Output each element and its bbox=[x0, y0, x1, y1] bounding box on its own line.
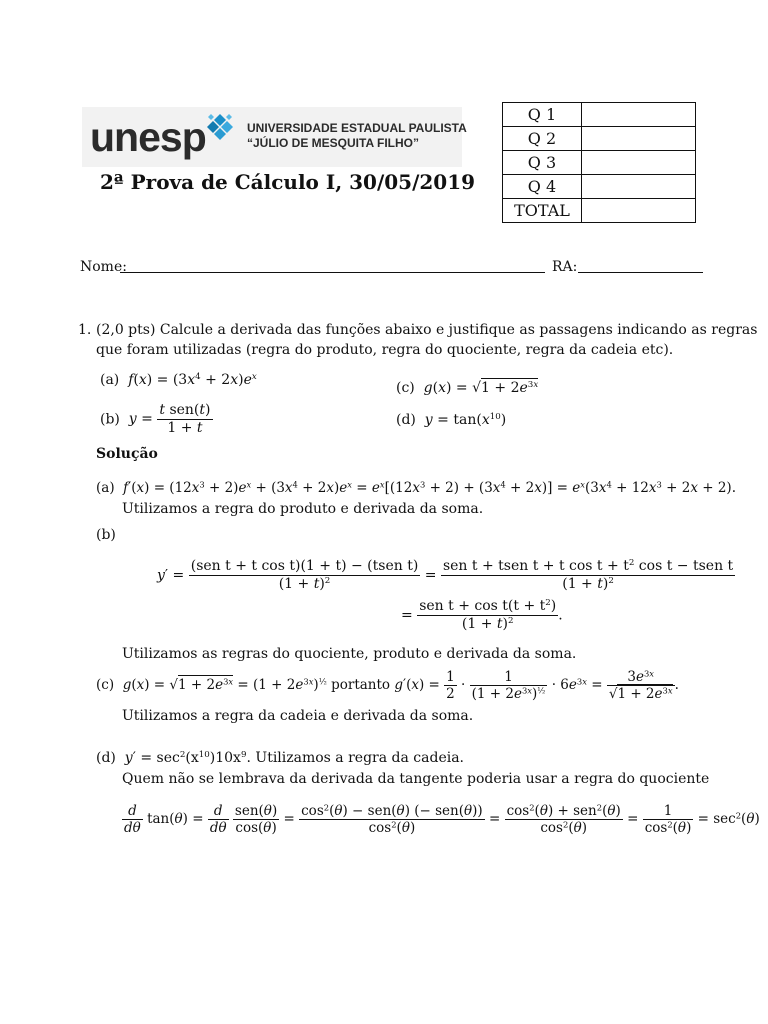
item-d-label: (d) bbox=[396, 412, 416, 428]
grade-table bbox=[502, 102, 696, 223]
grade-cell[interactable] bbox=[582, 103, 696, 127]
solution-a-formula: (a) $f'(x) = (12x^3 + 2)e^x + (3x^4 + 2x)e^x = e^x[(12x^3 + 2) + (3x^4 + 2x)] = e^x(3x^4 + 12x^3 + 2x + 2)$. bbox=[96, 479, 736, 496]
solution-b-line1: y′ = $\frac{\text{(sen t + t cos t)(1 + t) − (tsen t)}}{(1 + t)^2}$ = $\frac{sen t + tsen t + t \cos t + t^2 \cos t - tsen t}{(1 + t)^2}$ bbox=[157, 558, 734, 592]
item-b-formula: y = $\frac{\text{t sen(t)}}{1 + t}$ bbox=[128, 402, 211, 436]
ra-label: RA: bbox=[552, 259, 578, 275]
name-field[interactable] bbox=[120, 272, 545, 273]
solution-d-derivation: $\frac{d}{d\theta}$ tan(θ) = $\frac{d}{d\theta}$ $\frac{\text{sen(θ)}}{\cos(\theta)}$ = $\frac{\cos^2(\theta) - sen(\theta) (- sen(\theta))}{\cos^2(\theta)}$ = $\frac{\cos^2(\theta) + sen^2(\theta)}{\cos^2(\theta)}$ = $\frac{1}{\cos^2(\theta)}$ = $\sec^2(\theta)$ bbox=[124, 802, 760, 837]
solution-b-line2: = $\frac{sen t + \cos t(t + t^2)}{(1 + t)^2}$ . bbox=[401, 598, 563, 632]
solution-b-label: (b) bbox=[96, 527, 116, 543]
solution-d-comment: Utilizamos a regra da cadeia. bbox=[255, 750, 465, 766]
question-number: 1. bbox=[78, 322, 92, 338]
unesp-logo-word: unesp bbox=[90, 114, 206, 160]
grade-cell[interactable] bbox=[582, 151, 696, 175]
solution-c-formula: (c) $g(x) = √1 + 2e^{3x} = (1 + 2e^{3x})^{\frac{1}{2}}$ portanto g′(x) = $\frac{1}{2}$ · $\frac{1}{(1 + 2e^{3x})^{\frac{1}{2}}}$ · $6e^{3x}$ = $\frac{3e^{3x}}{√1 + 2e^{3x}}$ . bbox=[96, 668, 679, 703]
grade-row-label: TOTAL bbox=[503, 199, 582, 223]
item-c-formula: $g(x) = √1 + 2e^{3x}$ bbox=[423, 380, 539, 396]
question-statement-line1: (2,0 pts) Calcule a derivada das funções abaixo e justifique as passagens indicando as regras bbox=[96, 322, 758, 338]
grade-row bbox=[503, 103, 696, 127]
grade-row-label: Q 2 bbox=[503, 127, 582, 151]
university-subtitle: “JÚLIO DE MESQUITA FILHO” bbox=[247, 136, 420, 150]
solution-heading: Solução bbox=[96, 446, 158, 462]
item-a-formula: $f(x) = (3x^4 + 2x)e^x$ bbox=[128, 372, 257, 388]
solution-c-comment: Utilizamos a regra da cadeia e derivada da soma. bbox=[122, 708, 474, 724]
solution-b-comment: Utilizamos as regras do quociente, produto e derivada da soma. bbox=[122, 646, 577, 662]
grade-row-label: Q 3 bbox=[503, 151, 582, 175]
grade-row bbox=[503, 199, 696, 223]
item-a bbox=[100, 372, 257, 388]
solution-a-comment: Utilizamos a regra do produto e derivada da soma. bbox=[122, 501, 484, 517]
grade-row bbox=[503, 175, 696, 199]
grade-cell[interactable] bbox=[582, 199, 696, 223]
grade-row-label: Q 4 bbox=[503, 175, 582, 199]
question-statement-line2: que foram utilizadas (regra do produto, regra do quociente, regra da cadeia etc). bbox=[96, 342, 674, 358]
item-b-label: (b) bbox=[100, 411, 120, 428]
exam-title: 2ª Prova de Cálculo I, 30/05/2019 bbox=[100, 170, 476, 194]
solution-d-note: Quem não se lembrava da derivada da tangente poderia usar a regra do quociente bbox=[122, 771, 710, 787]
grade-row bbox=[503, 127, 696, 151]
unesp-logo-mark-icon bbox=[203, 112, 237, 146]
item-c bbox=[396, 380, 538, 396]
item-d bbox=[396, 412, 506, 428]
university-name: UNIVERSIDADE ESTADUAL PAULISTA bbox=[247, 121, 467, 135]
name-label: Nome: bbox=[80, 259, 127, 275]
item-a-label: (a) bbox=[100, 372, 120, 388]
solution-c-word: portanto bbox=[331, 677, 391, 694]
solution-d-formula: (d) $y' = \sec^2(x^{10})10x^9$. Utilizamos a regra da cadeia. bbox=[96, 750, 465, 766]
grade-cell[interactable] bbox=[582, 175, 696, 199]
ra-field[interactable] bbox=[578, 272, 703, 273]
grade-row bbox=[503, 151, 696, 175]
grade-row-label: Q 1 bbox=[503, 103, 582, 127]
item-d-formula: $y = \tan(x^{10})$ bbox=[424, 412, 507, 428]
item-c-label: (c) bbox=[396, 380, 415, 396]
item-b bbox=[100, 402, 213, 437]
grade-cell[interactable] bbox=[582, 127, 696, 151]
